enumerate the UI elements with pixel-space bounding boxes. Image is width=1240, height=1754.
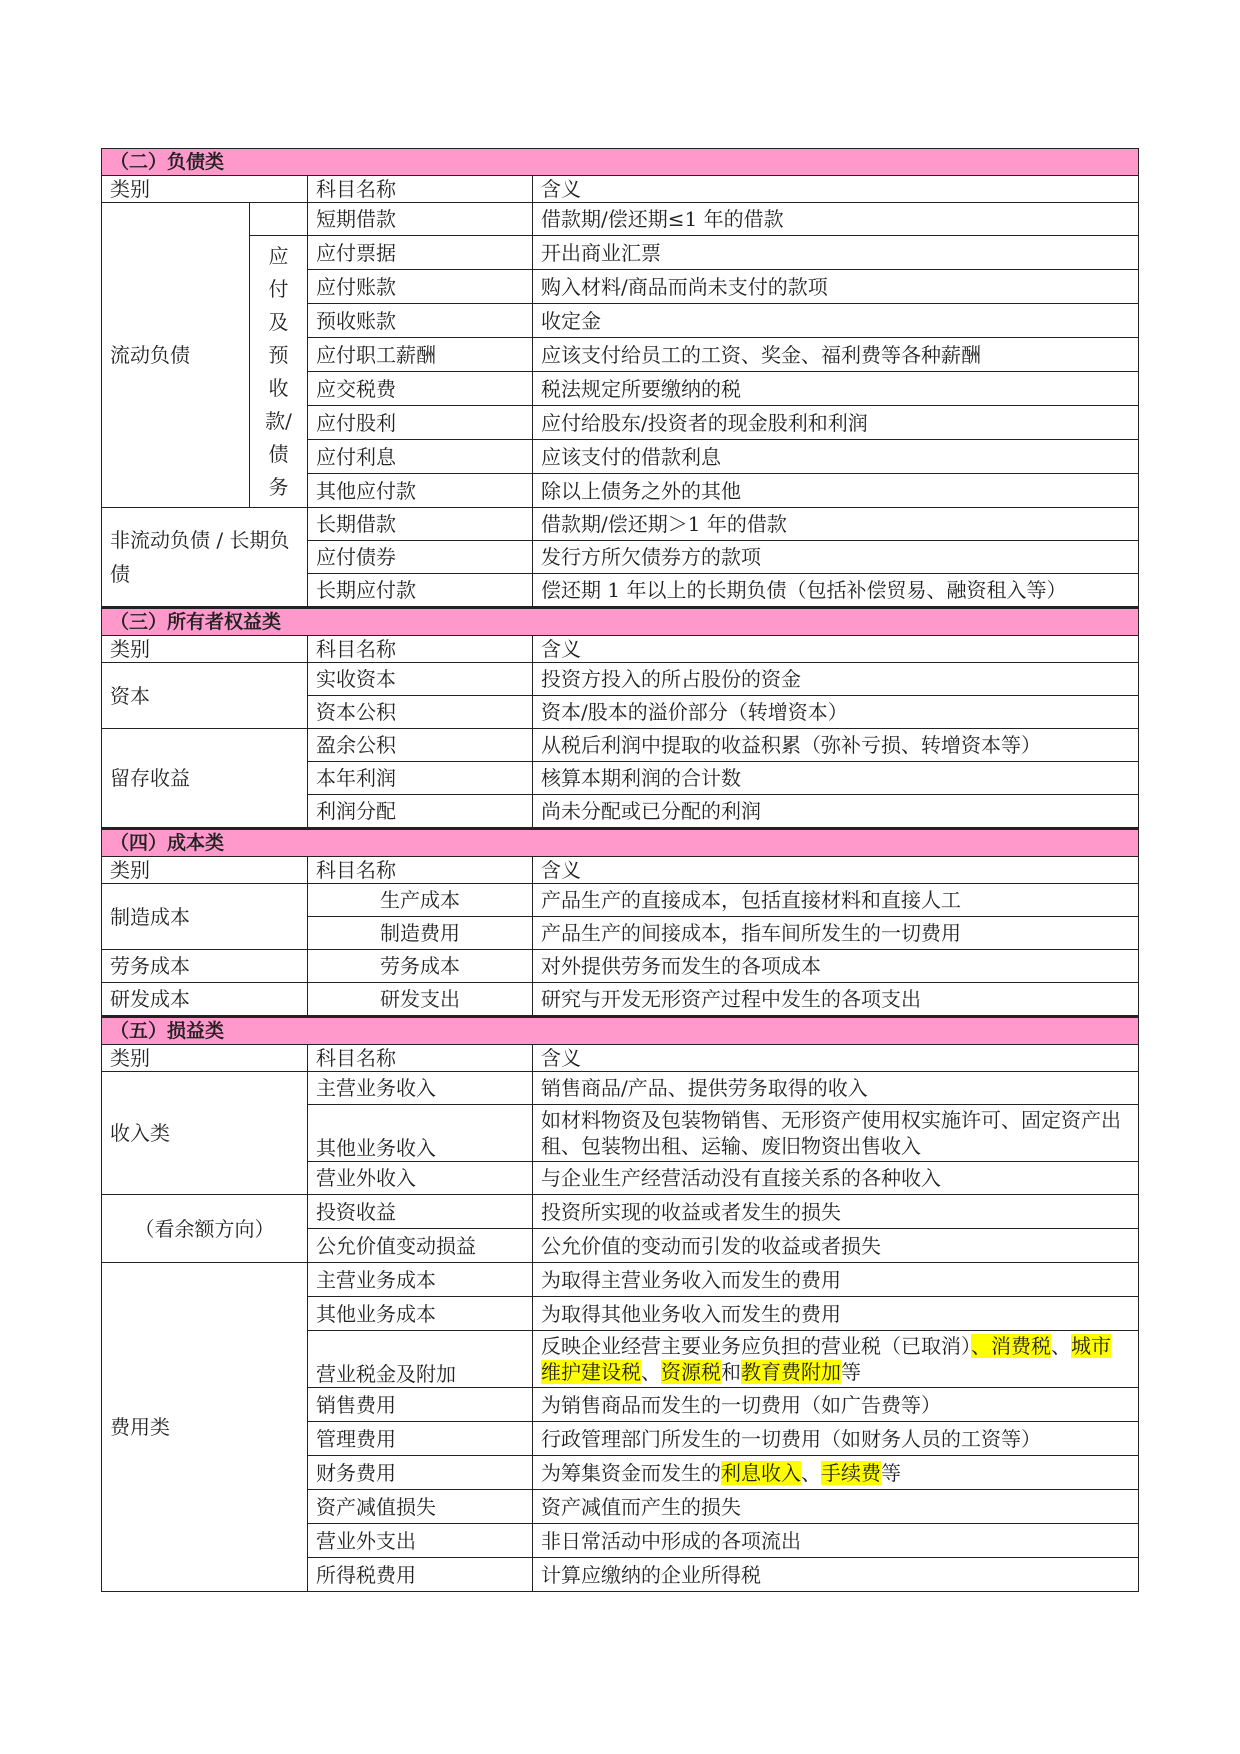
header-category: 类别 [102,857,308,884]
liability-table [101,148,1139,607]
equity-table [101,607,1139,828]
label-char: 务 [268,474,289,499]
account-meaning: 收定金 [533,304,1139,338]
account-meaning: 投资方投入的所占股份的资金 [533,663,1139,696]
header-account: 科目名称 [308,176,533,203]
account-meaning: 除以上债务之外的其他 [533,474,1139,508]
account-name: 其他业务成本 [308,1297,533,1331]
label-char: 应 [268,243,289,268]
account-meaning: 产品生产的直接成本，包括直接材料和直接人工 [533,884,1139,917]
noncurrent-liability-label: 非流动负债 / 长期负债 [102,508,308,607]
account-name: 应付职工薪酬 [308,338,533,372]
header-account: 科目名称 [308,1045,533,1072]
account-name: 所得税费用 [308,1558,533,1592]
account-meaning: 为取得主营业务收入而发生的费用 [533,1263,1139,1297]
account-name: 其他应付款 [308,474,533,508]
account-name: 应付票据 [308,236,533,270]
account-meaning: 应付给股东/投资者的现金股利和利润 [533,406,1139,440]
account-name: 实收资本 [308,663,533,696]
account-name: 投资收益 [308,1195,533,1229]
tax-text: 反映企业经营主要业务应负担的营业税（已取消） [541,1334,971,1358]
account-name: 本年利润 [308,762,533,795]
account-meaning: 与企业生产经营活动没有直接关系的各种收入 [533,1162,1139,1195]
account-name: 应付债券 [308,541,533,574]
separator-text: 和 [721,1360,741,1384]
account-meaning: 资本/股本的溢价部分（转增资本） [533,696,1139,729]
highlight-fees: 手续费 [821,1460,881,1485]
account-meaning: 借款期/偿还期＞1 年的借款 [533,508,1139,541]
account-meaning: 借款期/偿还期≤1 年的借款 [533,203,1139,236]
account-meaning: 资产减值而产生的损失 [533,1490,1139,1524]
account-meaning: 公允价值的变动而引发的收益或者损失 [533,1229,1139,1263]
account-name: 营业税金及附加 [308,1331,533,1388]
account-name: 资产减值损失 [308,1490,533,1524]
highlight-consumption-tax: 、消费税 [971,1334,1051,1358]
account-name: 劳务成本 [308,950,533,983]
account-name: 应交税费 [308,372,533,406]
separator-text: 等 [881,1460,901,1485]
account-name: 管理费用 [308,1422,533,1456]
section-title-profit-loss: （五）损益类 [102,1017,1139,1045]
header-account: 科目名称 [308,857,533,884]
label-char: 收 [268,375,289,400]
account-name: 长期应付款 [308,574,533,607]
account-name: 长期借款 [308,508,533,541]
account-name: 应付账款 [308,270,533,304]
account-meaning: 应该支付给员工的工资、奖金、福利费等各种薪酬 [533,338,1139,372]
account-meaning: 投资所实现的收益或者发生的损失 [533,1195,1139,1229]
account-name: 制造费用 [308,917,533,950]
account-meaning: 为销售商品而发生的一切费用（如广告费等） [533,1388,1139,1422]
account-name: 应付利息 [308,440,533,474]
highlight-interest-income: 利息收入 [721,1460,801,1485]
separator-text: 、 [1051,1334,1071,1358]
account-meaning: 非日常活动中形成的各项流出 [533,1524,1139,1558]
manufacturing-cost-label: 制造成本 [102,884,308,950]
highlight-resource-tax: 资源税 [661,1360,721,1384]
header-category: 类别 [102,636,308,663]
account-meaning: 尚未分配或已分配的利润 [533,795,1139,828]
account-name: 财务费用 [308,1456,533,1490]
account-meaning: 产品生产的间接成本，指车间所发生的一切费用 [533,917,1139,950]
label-char: 及 [268,309,289,334]
account-meaning: 偿还期 1 年以上的长期负债（包括补偿贸易、融资租入等） [533,574,1139,607]
balance-direction-label: （看余额方向） [102,1195,308,1263]
header-meaning: 含义 [533,176,1139,203]
account-name: 短期借款 [308,203,533,236]
account-meaning-tax [533,1331,1139,1388]
highlight-education-surcharge: 教育费附加 [741,1360,841,1384]
header-meaning: 含义 [533,857,1139,884]
account-meaning: 开出商业汇票 [533,236,1139,270]
account-name: 公允价值变动损益 [308,1229,533,1263]
label-char: 债 [268,441,289,466]
header-meaning: 含义 [533,1045,1139,1072]
account-meaning: 发行方所欠债券方的款项 [533,541,1139,574]
account-name: 营业外支出 [308,1524,533,1558]
retained-earnings-label: 留存收益 [102,729,308,828]
header-category: 类别 [102,1045,308,1072]
account-name: 营业外收入 [308,1162,533,1195]
income-label: 收入类 [102,1072,308,1195]
rd-cost-label: 研发成本 [102,983,308,1016]
header-category: 类别 [102,176,308,203]
section-title-equity: （三）所有者权益类 [102,608,1139,636]
section-title-cost: （四）成本类 [102,829,1139,857]
account-meaning: 如材料物资及包装物销售、无形资产使用权实施许可、固定资产出租、包装物出租、运输、废旧物资出售收入 [533,1105,1139,1162]
payables-group-label [250,236,308,508]
account-meaning: 行政管理部门所发生的一切费用（如财务人员的工资等） [533,1422,1139,1456]
cost-table [101,828,1139,1016]
separator-text: 、 [641,1360,661,1384]
account-meaning: 研究与开发无形资产过程中发生的各项支出 [533,983,1139,1016]
account-meaning: 计算应缴纳的企业所得税 [533,1558,1139,1592]
account-name: 盈余公积 [308,729,533,762]
account-meaning: 销售商品/产品、提供劳务取得的收入 [533,1072,1139,1105]
section-title-liability: （二）负债类 [102,149,1139,176]
account-name: 利润分配 [308,795,533,828]
label-char: 付 [268,276,289,301]
account-name: 主营业务成本 [308,1263,533,1297]
account-name: 预收账款 [308,304,533,338]
expense-label: 费用类 [102,1263,308,1592]
highlight-urban-tax: 城市维护建设税 [541,1334,1111,1384]
header-meaning: 含义 [533,636,1139,663]
header-account: 科目名称 [308,636,533,663]
account-name: 研发支出 [308,983,533,1016]
label-char: 款/ [265,408,292,433]
account-name: 主营业务收入 [308,1072,533,1105]
account-meaning-finance [533,1456,1139,1490]
account-meaning: 从税后利润中提取的收益积累（弥补亏损、转增资本等） [533,729,1139,762]
account-meaning: 为取得其他业务收入而发生的费用 [533,1297,1139,1331]
capital-label: 资本 [102,663,308,729]
account-meaning: 税法规定所要缴纳的税 [533,372,1139,406]
account-name: 资本公积 [308,696,533,729]
current-liability-label: 流动负债 [102,203,250,508]
separator-text: 、 [801,1460,821,1485]
account-name: 其他业务收入 [308,1105,533,1162]
labor-cost-label: 劳务成本 [102,950,308,983]
account-meaning: 购入材料/商品而尚未支付的款项 [533,270,1139,304]
account-name: 生产成本 [308,884,533,917]
account-meaning: 对外提供劳务而发生的各项成本 [533,950,1139,983]
account-name: 应付股利 [308,406,533,440]
account-meaning: 核算本期利润的合计数 [533,762,1139,795]
account-meaning: 应该支付的借款利息 [533,440,1139,474]
label-char: 预 [268,342,289,367]
accounting-subjects-document [101,148,1138,1592]
empty-cell [250,203,308,236]
account-name: 销售费用 [308,1388,533,1422]
separator-text: 等 [841,1360,861,1384]
profit-loss-table [101,1016,1139,1592]
finance-text: 为筹集资金而发生的 [541,1460,721,1485]
